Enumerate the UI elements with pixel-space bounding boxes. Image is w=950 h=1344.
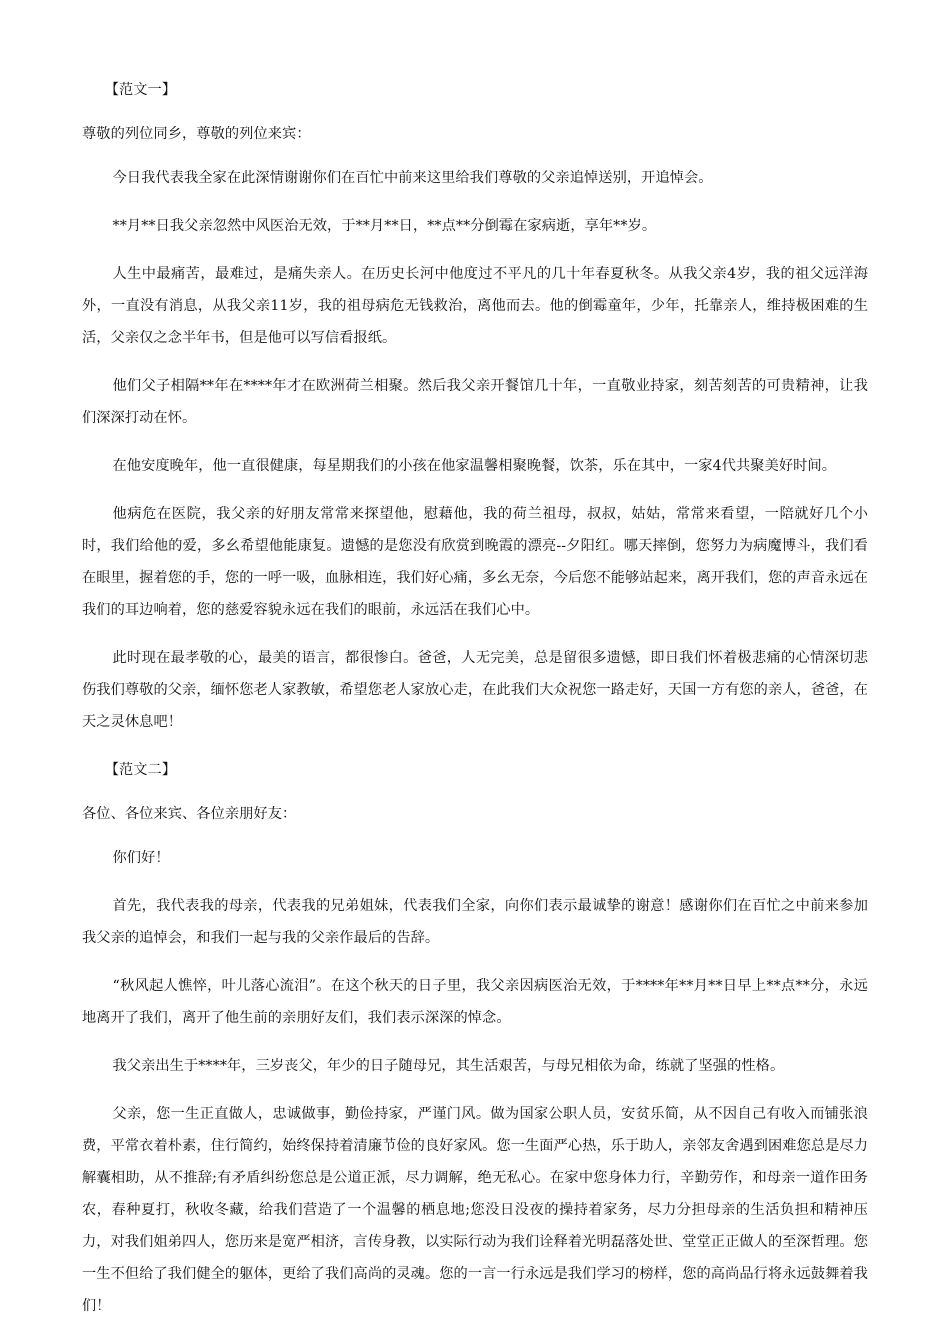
section-1-paragraph: **月**日我父亲忽然中风医治无效，于**月**日，**点**分倒霉在家病逝，享年**岁。: [112, 218, 657, 234]
section-2-paragraph: “秋风起人憔悴，叶儿落心流泪”。在这个秋天的日子里，我父亲因病医治无效，于****年**月**日早上**点**分，永远地离开了我们，离开了他生前的亲朋好友们，我们表示深深的悼念。: [82, 978, 868, 1026]
section-2-salutation: 各位、各位来宾、各位亲朋好友：: [82, 806, 297, 822]
section-2-paragraph: 我父亲出生于****年，三岁丧父，年少的日子随母兄，其生活艰苦，与母兄相依为命，练就了坚强的性格。: [112, 1058, 785, 1074]
section-1-paragraph: 他病危在医院，我父亲的好朋友常常来探望他，慰藉他，我的荷兰祖母，叔叔，姑姑，常常来看望，一陪就好几个小时，我们给他的爱，多幺希望他能康复。遗憾的是您没有欣赏到晚霞的漂亮--夕阳红。哪天摔倒，您努力为病魔博斗，我们看在眼里，握着您的手，您的一呼一吸，血脉相连，我们好心痛，多幺无奈，今后您不能够站起来，离开我们，您的声音永远在我们的耳边响着，您的慈爱容貌永远在我们的眼前，永远活在我们心中。: [82, 506, 868, 618]
section-1-paragraph: 在他安度晚年，他一直很健康，每星期我们的小孩在他家温馨相聚晚餐，饮茶，乐在其中，一家4代共聚美好时间。: [112, 458, 837, 474]
section-1-heading: 【范文一】: [104, 82, 177, 98]
section-2-paragraph: 父亲，您一生正直做人，忠诚做事，勤俭持家，严谨门风。做为国家公职人员，安贫乐简，从不因自己有收入而铺张浪费，平常衣着朴素，住行简约，始终保持着清廉节俭的良好家风。您一生面严心热，乐于助人，亲邻友舍遇到困难您总是尽力解囊相助，从不推辞;有矛盾纠纷您总是公道正派，尽力调解，绝无私心。在家中您身体力行，辛勤劳作，和母亲一道作田务农，春种夏打，秋收冬藏，给我们营造了一个温馨的栖息地;您没日没夜的操持着家务，尽力分担母亲的生活负担和精神压力，对我们姐弟四人，您历来是宽严相济，言传身教，以实际行动为我们诠释着光明磊落处世、堂堂正正做人的至深哲理。您一生不但给了我们健全的躯体，更给了我们高尚的灵魂。您的一言一行永远是我们学习的榜样，您的高尚品行将永远鼓舞着我们！: [82, 1106, 868, 1314]
section-1-paragraph: 此时现在最孝敬的心，最美的语言，都很惨白。爸爸，人无完美，总是留很多遗憾，即日我们怀着极悲痛的心情深切悲伤我们尊敬的父亲，缅怀您老人家教敏，希望您老人家放心走，在此我们大众祝您一路走好，天国一方有您的亲人，爸爸，在天之灵休息吧！: [82, 650, 868, 730]
section-2-paragraph: 首先，我代表我的母亲，代表我的兄弟姐妹，代表我们全家，向你们表示最诚挚的谢意！感谢你们在百忙之中前来参加我父亲的追悼会，和我们一起与我的父亲作最后的告辞。: [82, 898, 868, 946]
section-1-salutation: 尊敬的列位同乡，尊敬的列位来宾：: [82, 126, 311, 142]
section-1-paragraph: 他们父子相隔**年在****年才在欧洲荷兰相聚。然后我父亲开餐馆几十年，一直敬业持家，刻苦刻苦的可贵精神，让我们深深打动在怀。: [82, 378, 868, 426]
section-2-paragraph: 你们好！: [112, 850, 170, 866]
section-1-paragraph: 人生中最痛苦，最难过，是痛失亲人。在历史长河中他度过不平凡的几十年春夏秋冬。从我父亲4岁，我的祖父远洋海外，一直没有消息，从我父亲11岁，我的祖母病危无钱救治，离他而去。他的倒霉童年，少年，托靠亲人，维持极困难的生活，父亲仅之念半年书，但是他可以写信看报纸。: [82, 266, 868, 346]
section-1-paragraph: 今日我代表我全家在此深情谢谢你们在百忙中前来这里给我们尊敬的父亲追悼送别，开追悼会。: [112, 170, 713, 186]
section-2-heading: 【范文二】: [104, 762, 177, 778]
